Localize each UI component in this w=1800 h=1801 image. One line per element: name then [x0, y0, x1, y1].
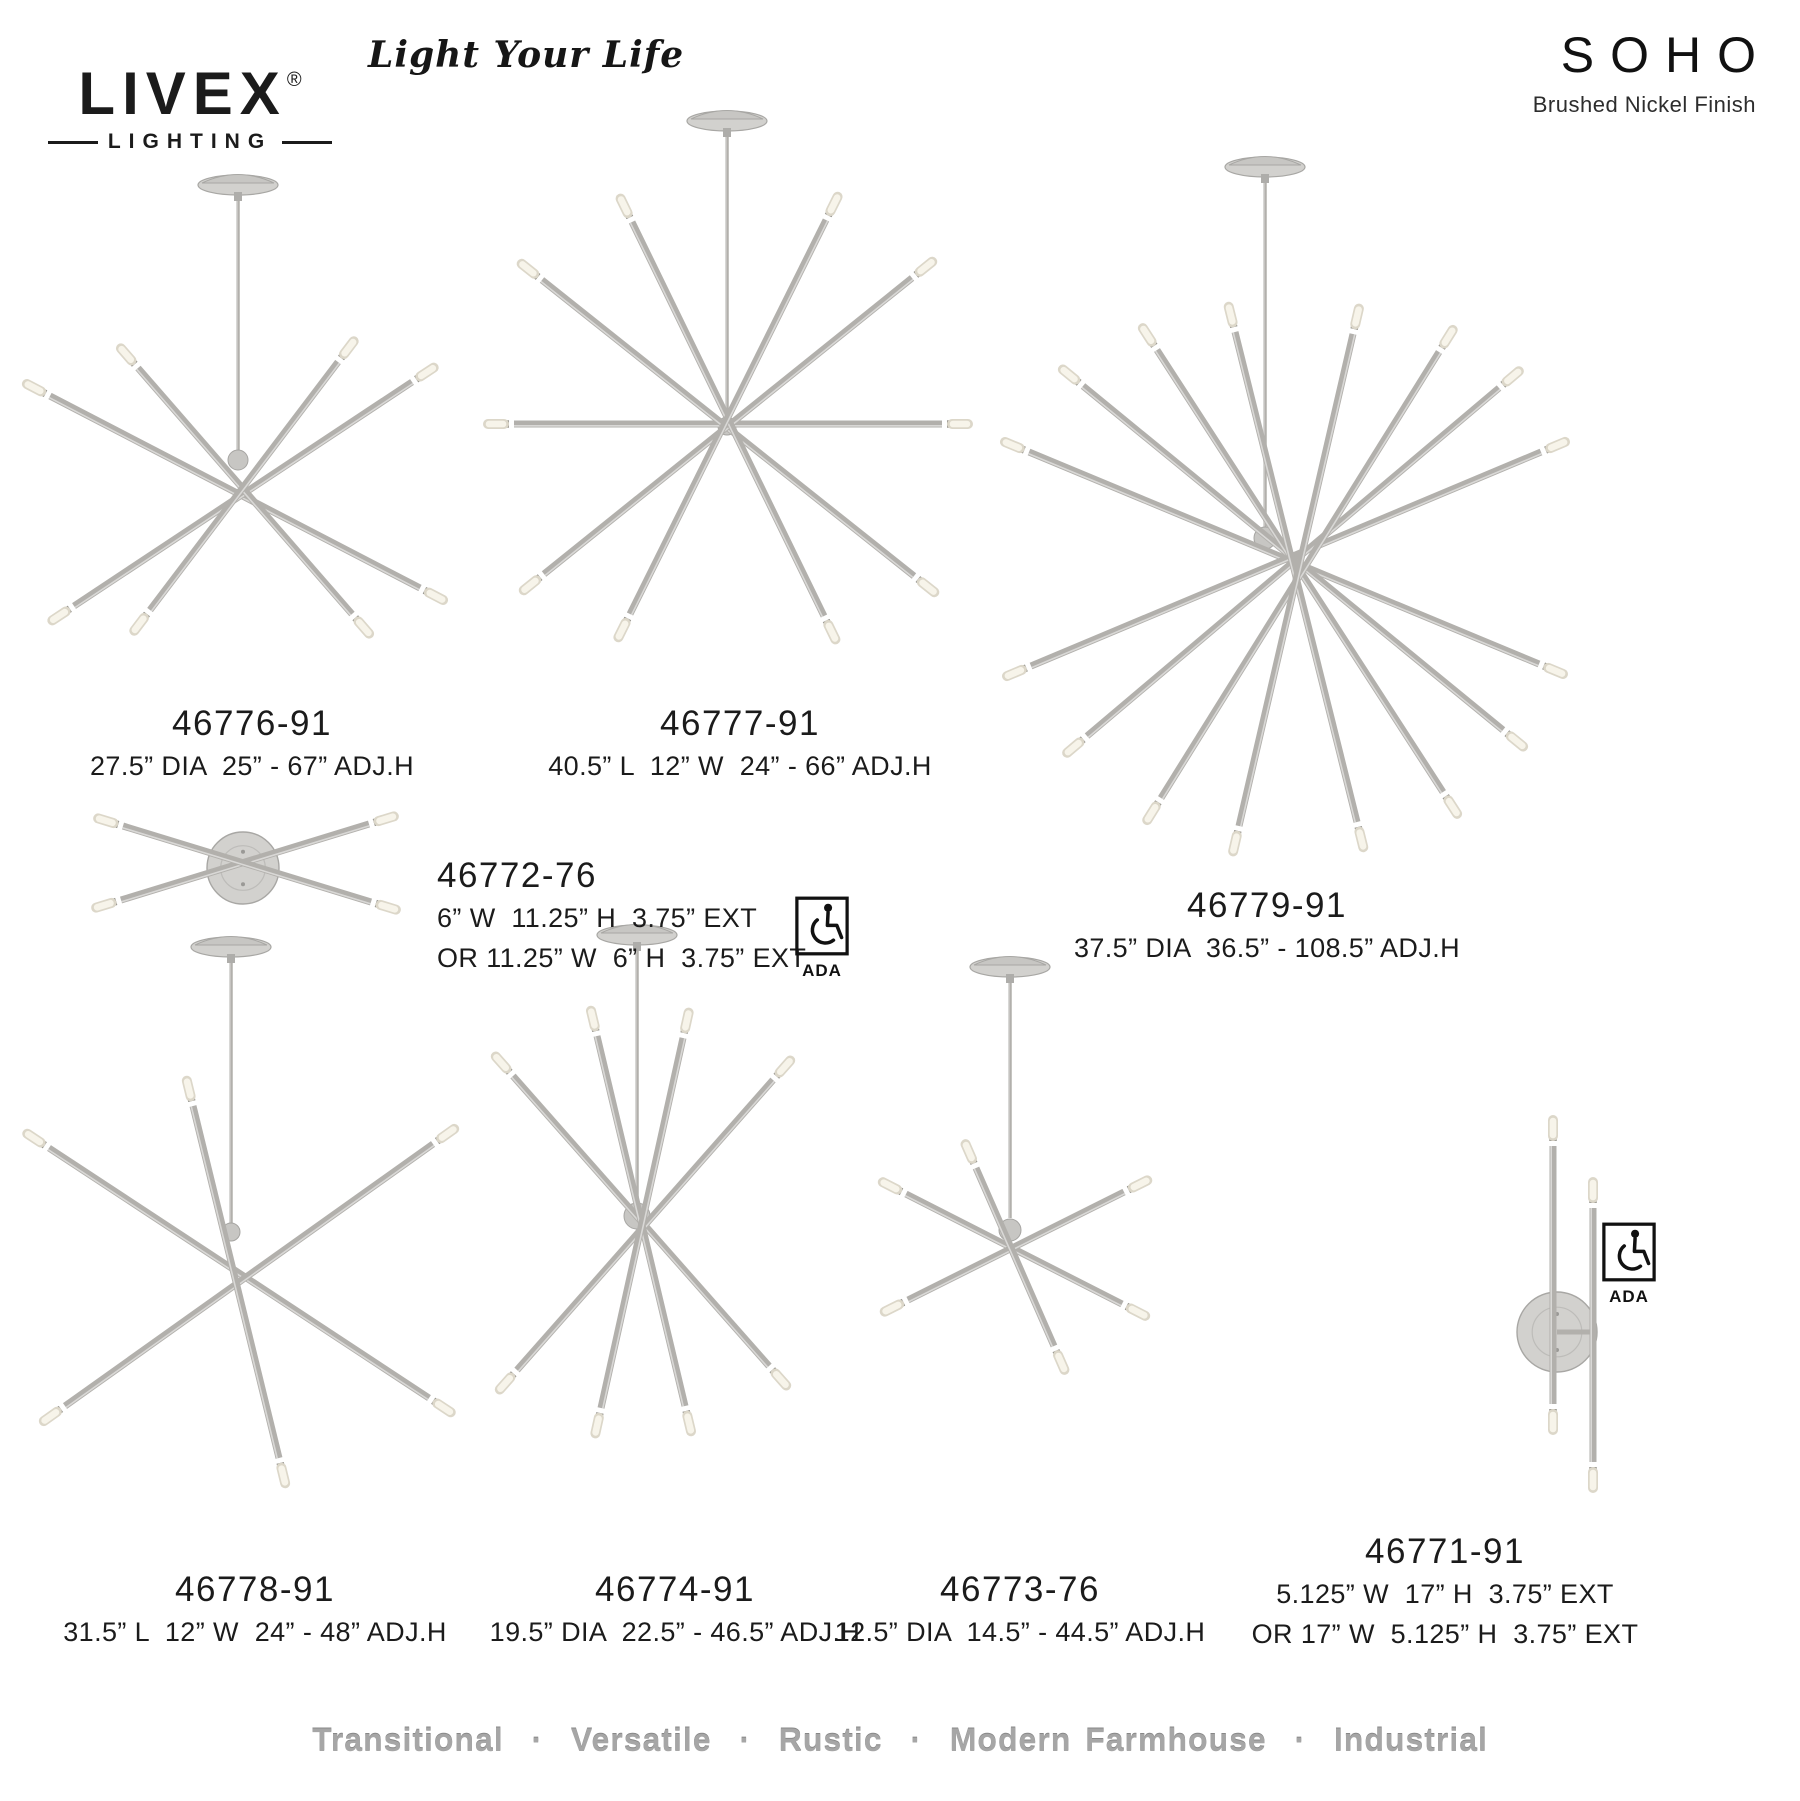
product-label-46774 — [475, 1570, 875, 1652]
product-image-chandelier-46774 — [465, 918, 835, 1490]
product-label-46778 — [55, 1570, 455, 1652]
product-label-46779 — [1037, 886, 1497, 968]
product-image-chandelier-46777 — [478, 96, 978, 641]
product-label-46773 — [820, 1570, 1220, 1652]
product-dims: 6” W 11.25” H 3.75” EXT — [437, 903, 758, 933]
finish-subtitle: Brushed Nickel Finish — [1532, 92, 1756, 117]
product-label-46771 — [1225, 1532, 1665, 1654]
logo-subline — [45, 130, 335, 154]
product-model: 46771-91 — [1365, 1532, 1525, 1571]
style-tagline: Transitional · Versatile · Rustic · Modern Farmhouse · Industrial — [312, 1722, 1488, 1758]
collection-title: SOHO — [1560, 27, 1772, 83]
ada-wheelchair-icon — [1602, 1222, 1656, 1282]
product-label-46777 — [540, 704, 940, 786]
logo-dash-left — [48, 141, 98, 144]
product-label-46776 — [52, 704, 452, 786]
product-dims: 12.5” DIA 14.5” - 44.5” ADJ.H — [834, 1617, 1206, 1647]
product-image-pendant-46773 — [880, 948, 1150, 1396]
brand-script-tagline: Light Your Life — [368, 34, 685, 76]
product-label-46772 — [437, 856, 806, 978]
product-dims: 19.5” DIA 22.5” - 46.5” ADJ.H — [489, 1617, 861, 1647]
product-model: 46774-91 — [595, 1570, 755, 1609]
product-model: 46773-76 — [940, 1570, 1100, 1609]
logo-brand — [45, 50, 335, 127]
ada-compliance-badge — [1600, 1222, 1658, 1306]
product-dims: 40.5” L 12” W 24” - 66” ADJ.H — [548, 751, 932, 781]
product-image-chandelier-46779 — [995, 140, 1575, 870]
product-model: 46779-91 — [1187, 886, 1347, 925]
product-dims: 5.125” W 17” H 3.75” EXT — [1276, 1579, 1614, 1609]
collection-header — [1532, 26, 1772, 118]
registered-mark-icon: ® — [286, 69, 302, 91]
product-model: 46776-91 — [172, 704, 332, 743]
ada-compliance-badge — [793, 896, 851, 980]
product-dims: 37.5” DIA 36.5” - 108.5” ADJ.H — [1073, 933, 1461, 963]
product-dims: 27.5” DIA 25” - 67” ADJ.H — [89, 751, 415, 781]
ada-label: ADA — [1609, 1287, 1649, 1306]
product-dims: OR 17” W 5.125” H 3.75” EXT — [1251, 1619, 1639, 1649]
product-image-chandelier-46778 — [25, 928, 455, 1503]
logo-brand-text: LIVEX — [78, 60, 287, 127]
product-dims: OR 11.25” W 6” H 3.75” EXT — [437, 943, 807, 973]
product-model: 46777-91 — [660, 704, 820, 743]
product-image-chandelier-46776 — [20, 158, 460, 623]
ada-wheelchair-icon — [795, 896, 849, 956]
product-model: 46778-91 — [175, 1570, 335, 1609]
product-dims: 31.5” L 12” W 24” - 48” ADJ.H — [63, 1617, 447, 1647]
livex-logo — [45, 50, 335, 154]
ada-label: ADA — [802, 961, 842, 980]
logo-dash-right — [282, 141, 332, 144]
logo-sub-text: LIGHTING — [107, 130, 273, 153]
product-model: 46772-76 — [437, 856, 597, 895]
